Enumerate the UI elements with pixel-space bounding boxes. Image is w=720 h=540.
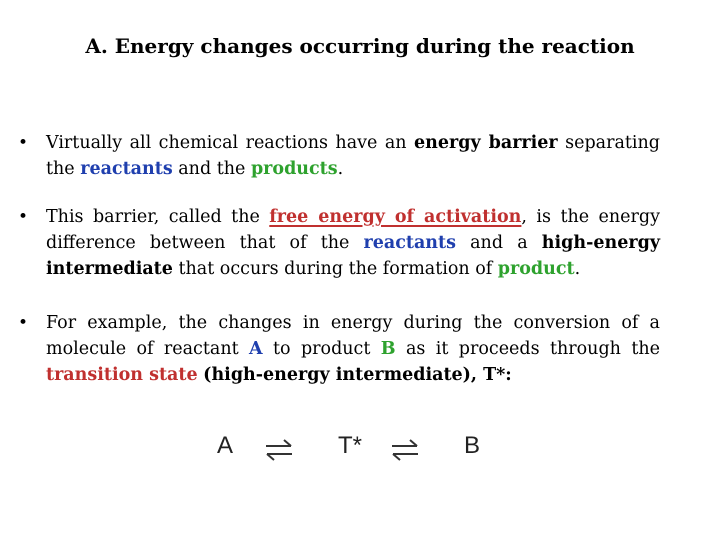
- equation-intermediate: T*: [338, 432, 362, 459]
- term-products: products: [250, 159, 338, 179]
- term-energy-barrier: energy barrier: [414, 133, 558, 153]
- bullet-text: as it proceeds through the: [395, 339, 660, 359]
- bullet-text: For example, the changes in energy during the conversion of a molecule of reactant: [46, 313, 660, 359]
- term-free-energy-of-activation: free energy of activation: [269, 207, 522, 227]
- equilibrium-arrow-icon: [390, 438, 420, 466]
- bullet-marker: •: [18, 133, 29, 153]
- bullet-text: separating the: [46, 133, 660, 179]
- term-reactants: reactants: [363, 233, 456, 253]
- bullet-item-free-energy-of-activation: [18, 204, 660, 282]
- bullet-item-energy-barrier: [18, 130, 660, 182]
- term-reactants: reactants: [80, 159, 173, 179]
- bullet-text: that occurs during the formation of: [172, 259, 498, 279]
- term-transition-state: transition state: [46, 365, 198, 385]
- bullet-text: and a: [455, 233, 542, 253]
- term-product-b: B: [380, 339, 396, 359]
- slide-title: A. Energy changes occurring during the reaction: [85, 34, 635, 58]
- bullet-text: This barrier, called the: [46, 207, 270, 227]
- bullet-marker: •: [18, 207, 29, 227]
- bullet-marker: •: [18, 313, 29, 333]
- equation-reactant: A: [217, 432, 234, 459]
- term-product: product: [497, 259, 575, 279]
- term-high-energy-intermediate: high-energy intermediate: [46, 233, 660, 279]
- bullet-list: [18, 130, 660, 410]
- bullet-text: , is the energy difference between that of the: [46, 207, 660, 253]
- bullet-text: Virtually all chemical reactions have an: [46, 133, 415, 153]
- reaction-equation: [0, 432, 720, 468]
- bullet-item-transition-state: [18, 310, 660, 388]
- term-reactant-a: A: [249, 339, 263, 359]
- term-high-energy-intermediate-t: (high-energy intermediate), T*:: [203, 365, 512, 385]
- equilibrium-arrow-icon: [264, 438, 294, 466]
- bullet-text: to product: [262, 339, 381, 359]
- bullet-text: .: [337, 159, 344, 179]
- bullet-text: .: [574, 259, 581, 279]
- bullet-text: and the: [172, 159, 251, 179]
- equation-product: B: [464, 432, 481, 459]
